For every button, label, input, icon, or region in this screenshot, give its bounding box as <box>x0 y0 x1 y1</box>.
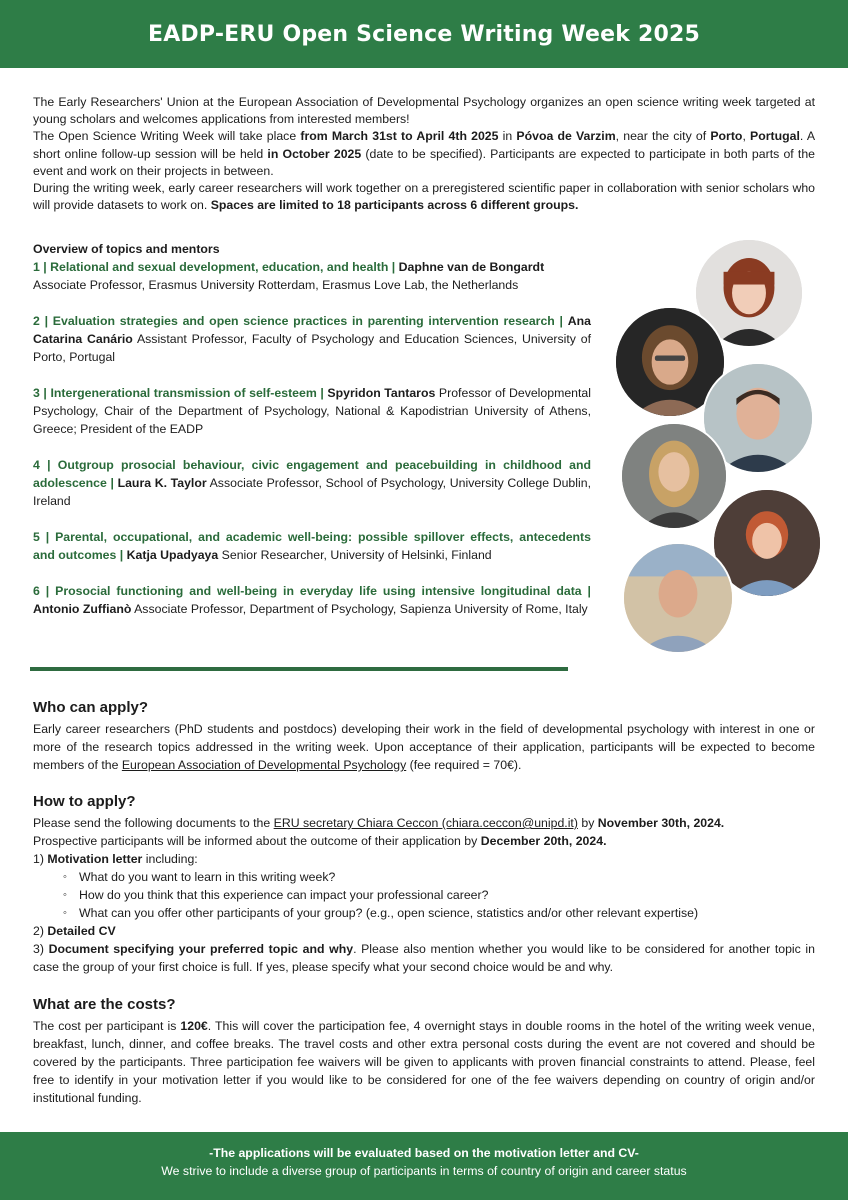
section-divider <box>30 667 568 671</box>
secretary-email-link[interactable]: ERU secretary Chiara Ceccon (chiara.ceccon@unipd.it) <box>273 816 578 830</box>
how-item-3: 3) Document specifying your preferred topic and why. Please also mention whether you would like to be considered for another topic in case the group of your first choice is full. If yes, please specify what your second choice would be and why. <box>33 942 815 974</box>
header-banner <box>0 0 848 68</box>
topic-item: 5 | Parental, occupational, and academic well-being: possible spillover effects, antecedents and outcomes | Katja Upadyaya Senior Researcher, University of Helsinki, Finland <box>33 530 591 562</box>
list-item: ◦ What can you offer other participants of your group? (e.g., open science, statistics and/or other relevant expertise) <box>79 904 815 922</box>
motivation-sublist <box>33 868 815 922</box>
costs-heading: What are the costs? <box>33 996 176 1013</box>
topics-heading: Overview of topics and mentors <box>33 242 220 256</box>
mentor-photo-laura <box>620 422 728 530</box>
list-item: ◦ What do you want to learn in this writing week? <box>79 868 815 886</box>
page-title: EADP-ERU Open Science Writing Week 2025 <box>147 21 701 47</box>
list-item: ◦ How do you think that this experience can impact your professional career? <box>79 886 815 904</box>
topic-item: 1 | Relational and sexual development, education, and health | Daphne van de Bongardt Associate Professor, Erasmus University Rotterdam, Erasmus Love Lab, the Netherlands <box>33 260 545 292</box>
topics-overview <box>33 240 591 636</box>
footer-line-1: -The applications will be evaluated based on the motivation letter and CV- <box>209 1146 639 1160</box>
mentor-photos <box>612 236 842 656</box>
eadp-link[interactable]: European Association of Developmental Psychology <box>121 758 407 772</box>
topic-item: 2 | Evaluation strategies and open science practices in parenting intervention research | Ana Catarina Canário Assistant Professor, Faculty of Psychology and Education Sciences, University of Porto, Portugal <box>33 314 592 364</box>
mentor-photo-antonio <box>622 542 734 654</box>
footer-line-2: We strive to include a diverse group of participants in terms of country of origin and career status <box>161 1164 687 1178</box>
costs-section <box>33 995 815 1107</box>
footer-banner <box>0 1132 848 1200</box>
topic-item: 3 | Intergenerational transmission of self-esteem | Spyridon Tantaros Professor of Developmental Psychology, Chair of the Department of Psychology, National & Kapodistrian University of Athens, Greece; President of the EADP <box>33 386 591 436</box>
how-item-1: 1) Motivation letter including: <box>33 852 198 866</box>
costs-text: The cost per participant is 120€. This will cover the participation fee, 4 overnight stays in double rooms in the hotel of the writing week venue, breakfast, lunch, dinner, and coffee breaks. The travel costs and other extra personal costs during the event are not covered and should be covered by the participants. Three participation fee waivers will be given to applicants with proven financial constraints to attend. Please, feel free to identify in your motivation letter if you would like to be considered for one of the fee waivers depending on country of origin and/or institutional funding. <box>33 1019 815 1105</box>
who-heading: Who can apply? <box>33 699 149 716</box>
how-line-2: Prospective participants will be informed about the outcome of their application by December 20th, 2024. <box>33 834 607 848</box>
who-text: Early career researchers (PhD students and postdocs) developing their work in the field of developmental psychology with interest in one or more of the research topics addressed in the writing week. Upon acceptance of their application, participants will be expected to become members of the European Association of Developmental Psychology (fee required = 70€). <box>33 722 815 772</box>
topic-item: 4 | Outgroup prosocial behaviour, civic engagement and peacebuilding in childhood and adolescence | Laura K. Taylor Associate Professor, School of Psychology, University College Dublin, Ireland <box>33 458 591 508</box>
how-item-2: 2) Detailed CV <box>33 924 116 938</box>
topic-item: 6 | Prosocial functioning and well-being in everyday life using intensive longitudinal data | Antonio Zuffianò Associate Professor, Department of Psychology, Sapienza University of Rome, Italy <box>33 584 591 616</box>
intro-paragraph-2: The Open Science Writing Week will take place from March 31st to April 4th 2025 in Póvoa de Varzim, near the city of Porto, Portugal. A short online follow-up session will be held in October 2025 (date to be specified). Participants are expected to participate in both parts of the event and work on their projects in between. <box>33 129 816 178</box>
how-heading: How to apply? <box>33 793 136 810</box>
intro-paragraph-3: During the writing week, early career researchers will work together on a preregistered scientific paper in collaboration with senior scholars who will provide datasets to work on. Spaces are limited to 18 participants across 6 different groups. <box>33 181 815 213</box>
how-section <box>33 792 815 976</box>
who-section <box>33 698 815 774</box>
intro-text <box>33 94 815 214</box>
how-line-1: Please send the following documents to the ERU secretary Chiara Ceccon (chiara.ceccon@unipd.it) by November 30th, 2024. <box>33 816 725 830</box>
intro-paragraph-1: The Early Researchers' Union at the European Association of Developmental Psychology organizes an open science writing week targeted at young scholars and welcomes applications from interested members! <box>33 95 815 127</box>
